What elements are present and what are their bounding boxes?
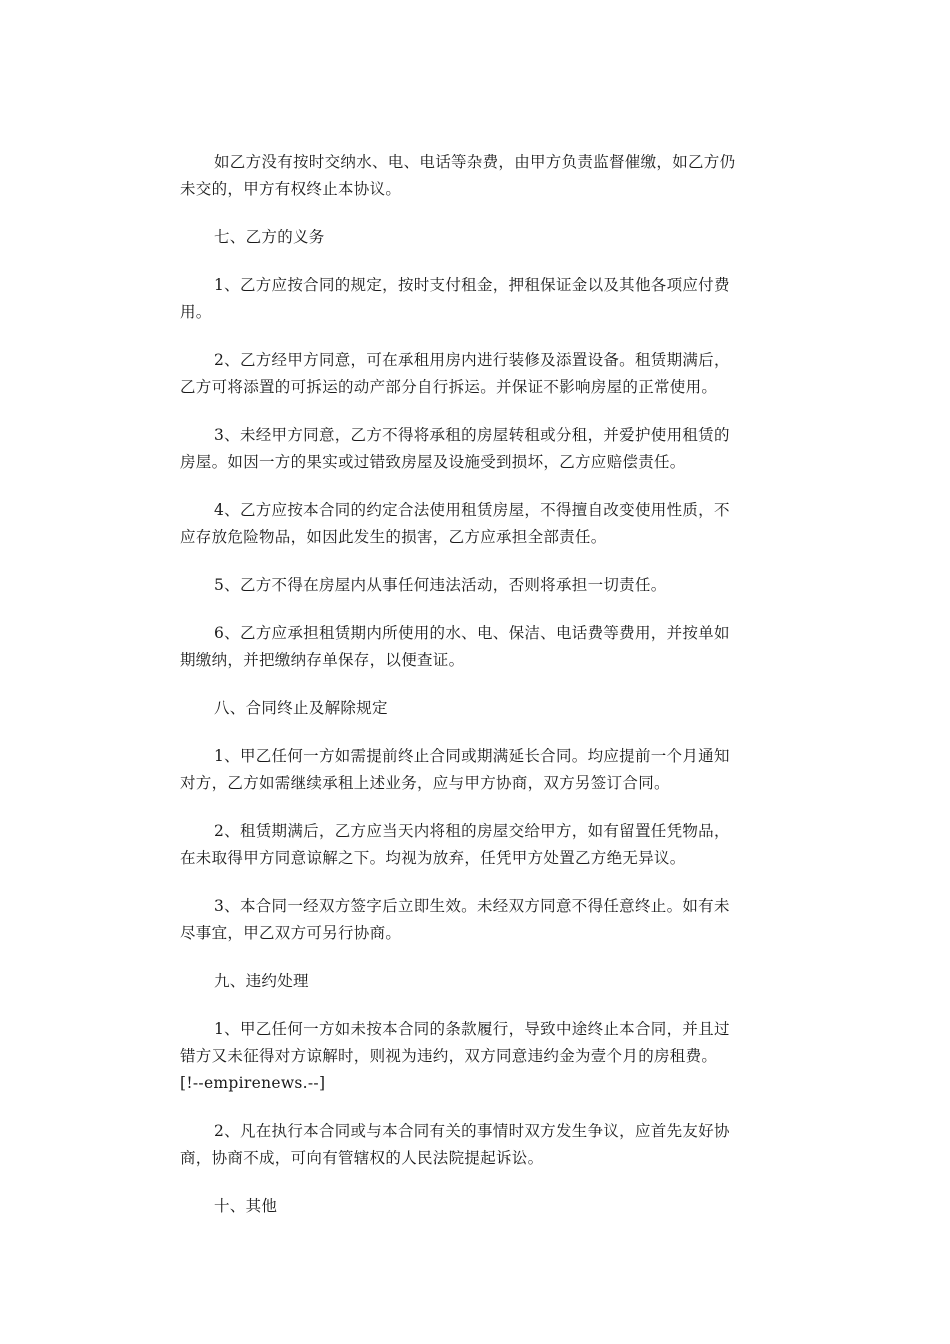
section-heading: 八、合同终止及解除规定 bbox=[214, 699, 388, 717]
paragraph-line: [!--empirenews.--] bbox=[180, 1074, 326, 1092]
paragraph-line: 尽事宜，甲乙双方可另行协商。 bbox=[180, 924, 402, 942]
paragraph-line: 未交的，甲方有权终止本协议。 bbox=[180, 180, 402, 198]
paragraph-line: 商，协商不成，可向有管辖权的人民法院提起诉讼。 bbox=[180, 1149, 544, 1167]
paragraph-line: 3、未经甲方同意，乙方不得将承租的房屋转租或分租，并爱护使用租赁的 bbox=[214, 426, 730, 444]
paragraph bbox=[180, 1016, 772, 1097]
paragraph bbox=[180, 743, 772, 797]
paragraph-line: 2、租赁期满后，乙方应当天内将租的房屋交给甲方，如有留置任凭物品， bbox=[214, 822, 730, 840]
paragraph bbox=[180, 497, 772, 551]
paragraph bbox=[180, 1118, 772, 1172]
paragraph-line: 期缴纳，并把缴纳存单保存，以便查证。 bbox=[180, 651, 465, 669]
paragraph-line: 错方又未征得对方谅解时，则视为违约，双方同意违约金为壹个月的房租费。 bbox=[180, 1047, 718, 1065]
paragraph-line: 1、乙方应按合同的规定，按时支付租金，押租保证金以及其他各项应付费 bbox=[214, 276, 730, 294]
paragraph bbox=[180, 620, 772, 674]
paragraph-line: 1、甲乙任何一方如未按本合同的条款履行，导致中途终止本合同，并且过 bbox=[214, 1020, 730, 1038]
paragraph-line: 5、乙方不得在房屋内从事任何违法活动，否则将承担一切责任。 bbox=[214, 576, 667, 594]
paragraph bbox=[180, 149, 772, 203]
paragraph bbox=[180, 422, 772, 476]
paragraph-line: 3、本合同一经双方签字后立即生效。未经双方同意不得任意终止。如有未 bbox=[214, 897, 730, 915]
section-heading: 九、违约处理 bbox=[214, 972, 309, 990]
paragraph-line: 6、乙方应承担租赁期内所使用的水、电、保洁、电话费等费用，并按单如 bbox=[214, 624, 730, 642]
paragraph-line: 在未取得甲方同意谅解之下。均视为放弃，任凭甲方处置乙方绝无异议。 bbox=[180, 849, 686, 867]
section-heading: 七、乙方的义务 bbox=[214, 228, 325, 246]
paragraph bbox=[180, 893, 772, 947]
paragraph-line: 1、甲乙任何一方如需提前终止合同或期满延长合同。均应提前一个月通知 bbox=[214, 747, 730, 765]
paragraph-line: 房屋。如因一方的果实或过错致房屋及设施受到损坏，乙方应赔偿责任。 bbox=[180, 453, 686, 471]
paragraph-line: 应存放危险物品，如因此发生的损害，乙方应承担全部责任。 bbox=[180, 528, 607, 546]
document-page bbox=[180, 149, 772, 1241]
paragraph-line: 对方，乙方如需继续承租上述业务，应与甲方协商，双方另签订合同。 bbox=[180, 774, 670, 792]
paragraph-line: 乙方可将添置的可拆运的动产部分自行拆运。并保证不影响房屋的正常使用。 bbox=[180, 378, 718, 396]
paragraph-line: 如乙方没有按时交纳水、电、电话等杂费，由甲方负责监督催缴，如乙方仍 bbox=[214, 153, 736, 171]
paragraph-line: 2、乙方经甲方同意，可在承租用房内进行装修及添置设备。租赁期满后， bbox=[214, 351, 730, 369]
paragraph bbox=[180, 572, 772, 599]
section-heading: 十、其他 bbox=[214, 1197, 278, 1215]
paragraph-line: 2、凡在执行本合同或与本合同有关的事情时双方发生争议，应首先友好协 bbox=[214, 1122, 730, 1140]
paragraph bbox=[180, 347, 772, 401]
paragraph bbox=[180, 818, 772, 872]
paragraph-line: 用。 bbox=[180, 303, 212, 321]
paragraph bbox=[180, 272, 772, 326]
paragraph-line: 4、乙方应按本合同的约定合法使用租赁房屋，不得擅自改变使用性质，不 bbox=[214, 501, 730, 519]
